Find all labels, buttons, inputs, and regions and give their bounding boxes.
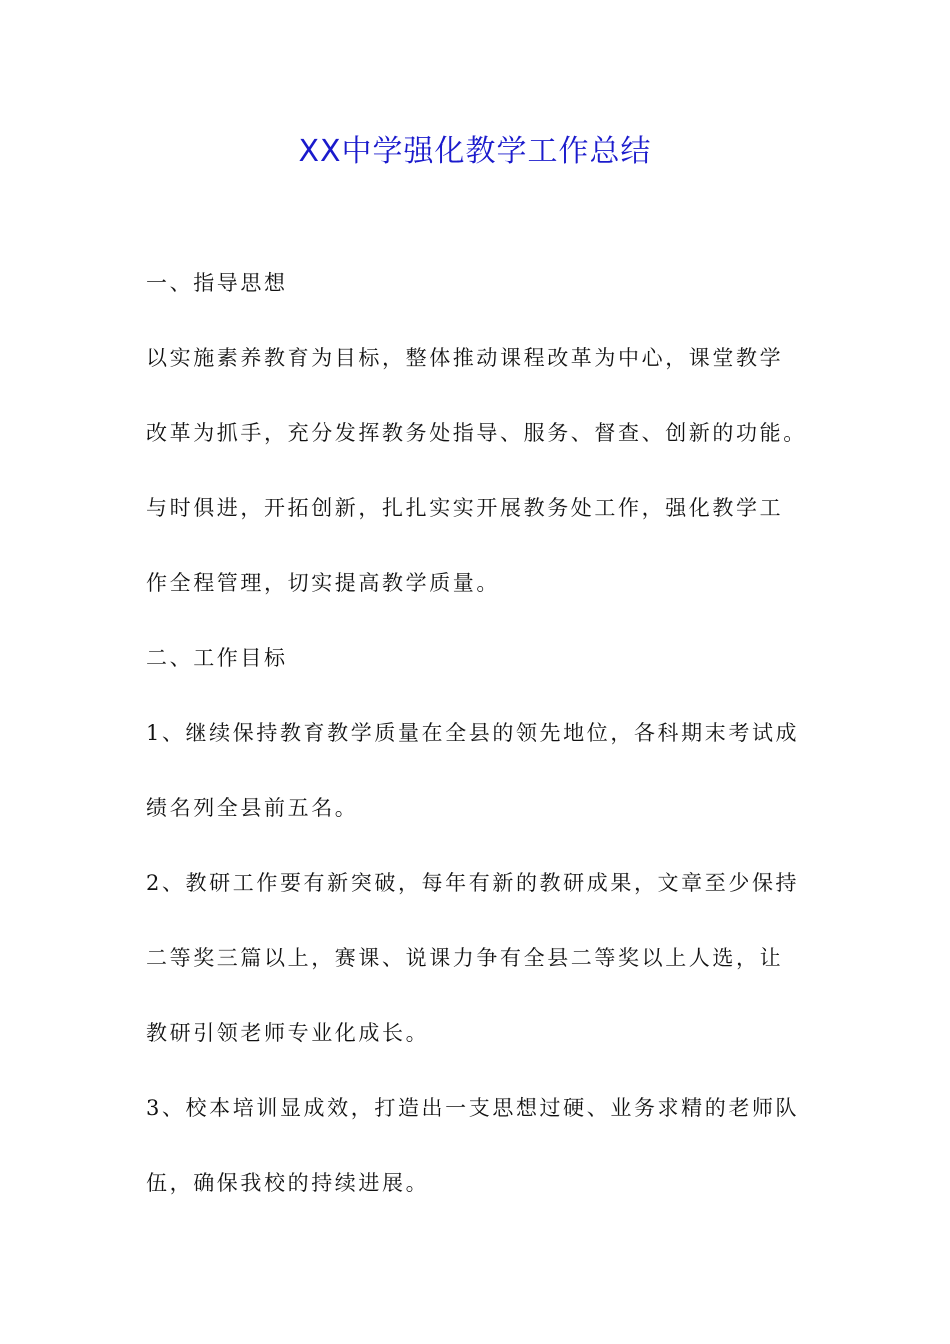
document-title: XX中学强化教学工作总结 [298, 134, 652, 169]
paragraph-line: 3、校本培训显成效，打造出一支思想过硬、业务求精的老师队 [146, 1096, 800, 1120]
section-heading-work-goals: 二、工作目标 [146, 646, 288, 670]
paragraph-line: 作全程管理，切实提高教学质量。 [146, 571, 500, 595]
paragraph-line: 与时俱进，开拓创新，扎扎实实开展教务处工作，强化教学工 [146, 496, 784, 520]
paragraph-line: 2、教研工作要有新突破，每年有新的教研成果，文章至少保持 [146, 871, 800, 895]
paragraph-line: 改革为抓手，充分发挥教务处指导、服务、督查、创新的功能。 [146, 421, 807, 445]
paragraph-line: 二等奖三篇以上，赛课、说课力争有全县二等奖以上人选，让 [146, 946, 784, 970]
paragraph-line: 教研引领老师专业化成长。 [146, 1021, 430, 1045]
section-heading-guiding-ideology: 一、指导思想 [146, 271, 288, 295]
paragraph-line: 1、继续保持教育教学质量在全县的领先地位，各科期末考试成 [146, 721, 800, 745]
paragraph-line: 伍，确保我校的持续进展。 [146, 1171, 430, 1195]
paragraph-line: 以实施素养教育为目标，整体推动课程改革为中心，课堂教学 [146, 346, 784, 370]
paragraph-line: 绩名列全县前五名。 [146, 796, 359, 820]
